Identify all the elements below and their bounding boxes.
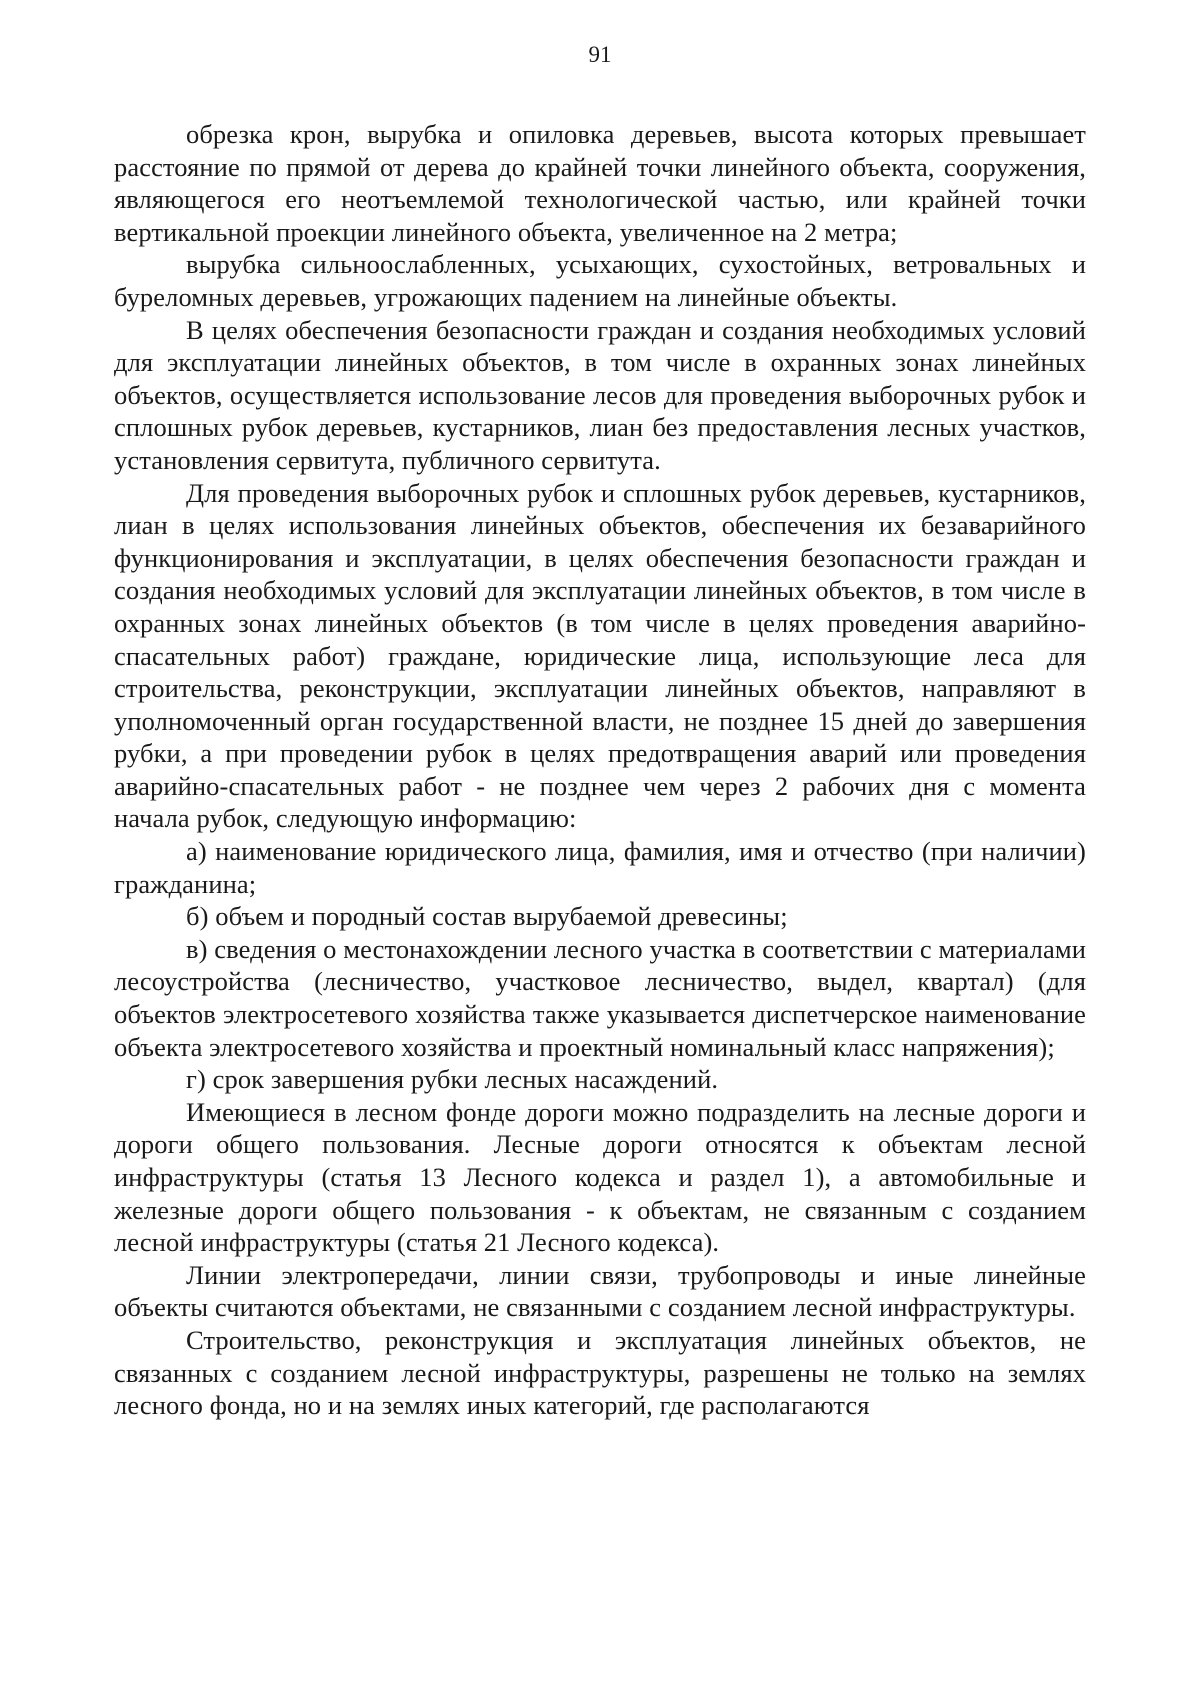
document-body [114,118,1086,1422]
page-number: 91 [588,42,612,67]
list-item-v: в) сведения о местонахождении лесного участка в соответствии с материалами лесоустройства (лесничество, участковое лесничество, выдел, квартал) (для объектов электросетевого хозяйства также указывается диспетчерское наименование объекта электросетевого хозяйства и проектный номинальный класс напряжения); [114,933,1086,1062]
paragraph-felling-notification: Для проведения выборочных рубок и сплошных рубок деревьев, кустарников, лиан в целях использования линейных объектов, обеспечения их безаварийного функционирования и эксплуатации, в целях обеспечения безопасности граждан и создания необходимых условий для эксплуатации линейных объектов, в том числе в охранных зонах линейных объектов (в том числе в целях проведения аварийно-спасательных работ) граждане, юридические лица, использующие леса для строительства, реконструкции, эксплуатации линейных объектов, направляют в уполномоченный орган государственной власти, не позднее 15 дней до завершения рубки, а при проведении рубок в целях предотвращения аварий или проведения аварийно-спасательных работ - не позднее чем через 2 рабочих дня с момента начала рубок, следующую информацию: [114,477,1086,834]
paragraph-safety-purposes: В целях обеспечения безопасности граждан и создания необходимых условий для эксплуатации линейных объектов, в том числе в охранных зонах линейных объектов, осуществляется использование лесов для проведения выборочных рубок и сплошных рубок деревьев, кустарников, лиан без предоставления лесных участков, установления сервитута, публичного сервитута. [114,314,1086,475]
list-item-a: а) наименование юридического лица, фамилия, имя и отчество (при наличии) гражданина; [114,836,1086,899]
list-item-g: г) срок завершения рубки лесных насаждений. [186,1064,719,1095]
paragraph-construction: Строительство, реконструкция и эксплуатация линейных объектов, не связанных с созданием лесной инфраструктуры, разрешены не только на землях лесного фонда, но и на землях иных категорий, где располагаются [114,1324,1086,1421]
paragraph-power-lines: Линии электропередачи, линии связи, трубопроводы и иные линейные объекты считаются объектами, не связанными с созданием лесной инфраструктуры. [114,1259,1086,1323]
paragraph-crown-pruning: обрезка крон, вырубка и опиловка деревьев, высота которых превышает расстояние по прямой от дерева до крайней точки линейного объекта, сооружения, являющегося его неотъемлемой технологической частью, или крайней точки вертикальной проекции линейного объекта, увеличенное на 2 метра; [114,119,1086,247]
paragraph-weakened-trees: вырубка сильноослабленных, усыхающих, сухостойных, ветровальных и буреломных деревьев, угрожающих падением на линейные объекты. [114,249,1086,312]
paragraph-forest-roads: Имеющиеся в лесном фонде дороги можно подразделить на лесные дороги и дороги общего пользования. Лесные дороги относятся к объектам лесной инфраструктуры (статья 13 Лесного кодекса и раздел 1), а автомобильные и железные дороги общего пользования - к объектам, не связанным с созданием лесной инфраструктуры (статья 21 Лесного кодекса). [114,1096,1086,1258]
list-item-b: б) объем и породный состав вырубаемой древесины; [186,901,788,932]
